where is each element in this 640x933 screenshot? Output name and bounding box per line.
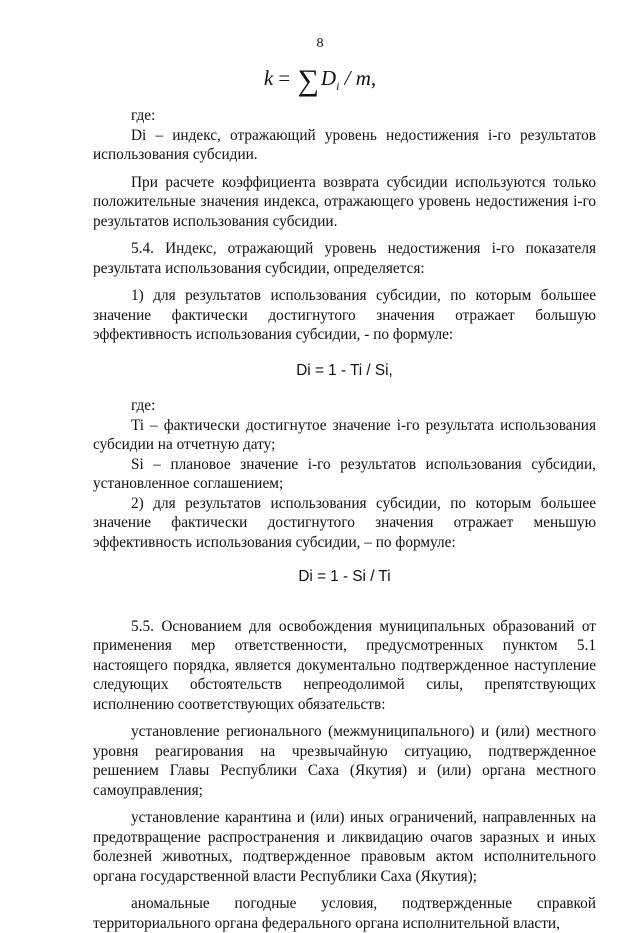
paragraph: 2) для результатов использования субсидии, по которым большее значение фактически достигнутого значения отражает меньшую эффективность использования субсидии, – по формуле: [93,494,596,551]
formula-k: $k = \sum D_i / m$, [263,64,377,97]
page-number: 8 [316,36,324,51]
paragraph: Ti – фактически достигнутое значение i-го результата использования субсидии на отчетную дату; [93,416,596,453]
paragraph: 5.5. Основанием для освобождения муниципальных образований от применения мер ответственности, предусмотренных пунктом 5.1 настоящего порядка, является документально подтвержденное наступление следующих обстоятельств непреодолимой силы, препятствующих исполнению соответствующих обязательств: [93,617,596,713]
paragraph: 5.4. Индекс, отражающий уровень недостижения i-го показателя результата использования субсидии, определяется: [93,240,596,277]
formula-k-sum: ∑ [297,64,319,97]
formula-di-2: Di = 1 - Si / Ti [298,568,391,585]
paragraph: При расчете коэффициента возврата субсидии используются только положительные значения индекса, отражающего уровень недостижения i-го результатов использования субсидии. [93,173,596,230]
paragraph: Si – плановое значение i-го результатов использования субсидии, установленное соглашением; [93,455,596,492]
paragraph: аномальные погодные условия, подтвержденные справкой территориального органа федерального органа исполнительной власти, [93,895,596,932]
paragraph: Di – индекс, отражающий уровень недостижения i-го результатов использования субсидии. [93,126,596,163]
paragraph: где: [131,397,156,414]
paragraph: установление карантина и (или) иных ограничений, направленных на предотвращение распространения и ликвидацию очагов заразных и иных болезней животных, подтвержденное правовым актом исполнительного органа государственной власти Республики Саха (Якутия); [93,809,596,885]
formula-k-rhs: / m, [344,66,377,90]
formula-di-1: Di = 1 - Ti / Si, [296,361,393,379]
document-body [93,106,596,933]
paragraph: установление регионального (межмуниципального) и (или) местного уровня реагирования на чрезвычайную ситуацию, подтвержденное решением Главы Республики Саха (Якутия) и (или) органа местного самоуправления; [93,723,596,799]
formula-k-d: D [320,66,337,90]
paragraph: 1) для результатов использования субсидии, по которым большее значение фактически достигнутого значения отражает большую эффективность использования субсидии, - по формуле: [93,287,596,343]
paragraph: где: [131,107,156,124]
formula-k-lhs: k [263,66,274,90]
formula-k-sub: i [336,79,340,94]
